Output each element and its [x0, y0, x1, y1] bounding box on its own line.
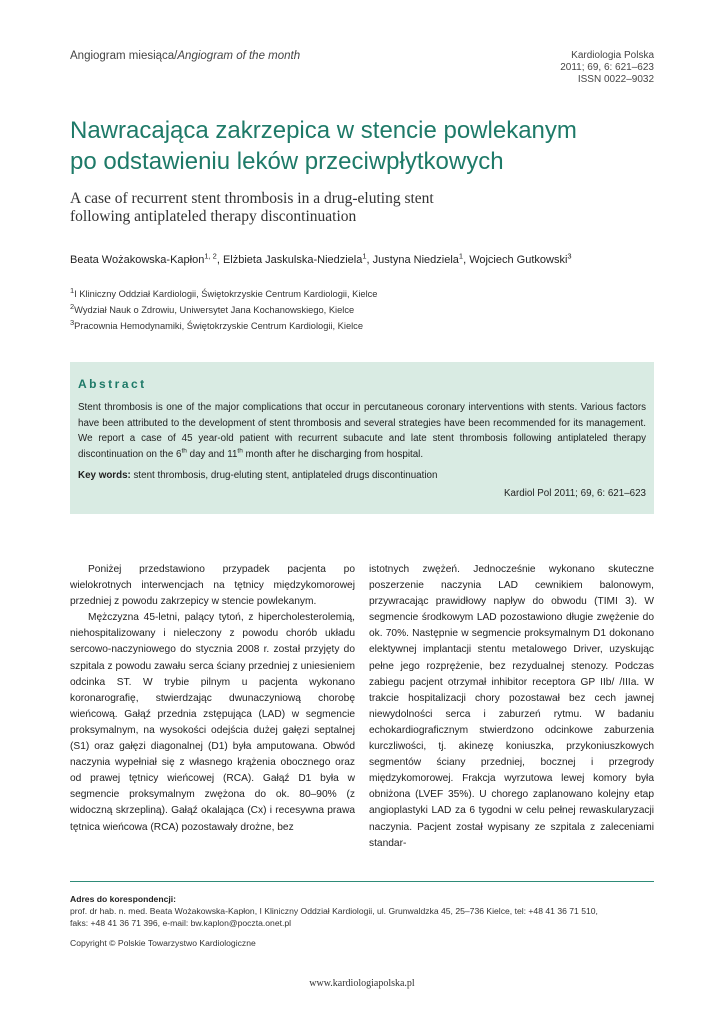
journal-issn: ISSN 0022–9032	[577, 74, 654, 85]
affiliation-text: Wydział Nauk o Zdrowiu, Uniwersytet Jana Kochanowskiego, Kielce	[74, 305, 355, 315]
subtitle-line-1: A case of recurrent stent thrombosis in a drug-eluting stent	[70, 190, 434, 207]
body-paragraph: Mężczyzna 45-letni, palący tytoń, z hipercholesterolemią, niehospitalizowany i nieleczony z powodu chorób układu sercowo-naczyniowego do stycznia 2008 r. został przyjęty do szpitala z powodu zawału serca ściany przedniej z uniesieniem odcinka ST. W trybie pilnym u pacjenta wykonano koronarografię, stwierdzając dwunaczyniową chorobę wieńcową. Gałąź przednia zstępująca (LAD) w segmencie proksymalnym, na wysokości odejścia dużej gałęzi septalnej (S1) oraz gałęzi diagonalnej (D1) była amputowana. Obwód naczynia wypełniał się z własnego krążenia obocznego oraz od prawej tętnicy wieńcowej (RCA). Gałąź D1 była w segmencie proksymalnym zwężona do ok. 80–90% (z widoczną skrzepliną). Gałąź okalająca (Cx) i recesywna prawa tętnica wieńcowa (RCA) pozostawały drożne, bez	[70, 612, 355, 833]
abstract-text-c: month after he discharging from hospital.	[242, 448, 424, 460]
affiliation	[70, 285, 378, 299]
subtitle-line-2: following antiplateled therapy discontinuation	[70, 208, 357, 225]
author-name: Beata Wożakowska-Kapłon	[70, 254, 205, 266]
title-line-1: Nawracająca zakrzepica w stencie powlekanym	[70, 117, 577, 144]
journal-name: Kardiologia Polska	[571, 50, 654, 61]
article-subtitle	[70, 190, 670, 226]
keywords-label: Key words:	[78, 470, 131, 481]
keywords	[78, 470, 437, 481]
author-name: Wojciech Gutkowski	[469, 254, 568, 266]
website-link[interactable]: www.kardiologiapolska.pl	[309, 978, 415, 989]
affiliation	[70, 301, 355, 315]
section-label-pl: Angiogram miesiąca/	[70, 50, 178, 62]
body-column-right	[369, 562, 654, 852]
abstract-text-a: Stent thrombosis is one of the major complications that occur in percutaneous coronary interventions with stents. Various factors have been attributed to the development of stent thrombosis and several strategies have been recommended for its management. We report a case of 45 year-old patient with recurrent subacute and late stent thrombosis following antiplateled therapy discontinuation on the 6	[78, 402, 646, 460]
author-name: Elżbieta Jaskulska-Niedziela	[222, 254, 363, 266]
affiliation-sup: 3	[70, 317, 75, 327]
body-paragraph: istotnych zwężeń. Jednocześnie wykonano skuteczne poszerzenie naczynia LAD cewnikiem balonowym, przywracając prawidłowy napływ do obwodu (TIMI 3). W segmencie środkowym LAD pozostawiono długie zwężenie do ok. 70%. Następnie w segmencie proksymalnym D1 dokonano elektywnej implantacji stentu metalowego Driver, uzyskując pełne jego rozprężenie, bez rezydualnej stenozy. Podczas zabiegu pacjent otrzymał inhibitor receptora GP IIb/ /IIIa. W trakcie hospitalizacji chory pozostawał bez cech jawnej niewydolności serca i zaburzeń rytmu. W badaniu echokardiograficznym stwierdzono odcinkowe zaburzenia kurczliwości, tj. akinezę koniuszka, przykoniuszkowych segmentów ściany przedniej, bocznej i przegrody międzykomorowej. Frakcja wyrzutowa lewej komory była obniżona (LVEF 35%). U chorego zaplanowano kolejny etap angioplastyki LAD za 6 tygodni w celu pełnej rewaskularyzacji naczynia. Pacjent został wypisany ze szpitala z zaleceniami standar-	[369, 564, 654, 849]
correspondence-line-2: faks: +48 41 36 71 396, e-mail: bw.kaplon@poczta.onet.pl	[70, 918, 292, 928]
section-label-en: Angiogram of the month	[177, 50, 301, 62]
journal-volume: 2011; 69, 6: 621–623	[560, 62, 654, 73]
author-name: Justyna Niedziela	[372, 254, 459, 266]
affiliation-sup: 1	[70, 285, 75, 295]
body-paragraph: Poniżej przedstawiono przypadek pacjenta po wielokrotnych interwencjach na tętnicy międzykomorowej przedniej z powodu zakrzepicy w stencie powlekanym.	[70, 564, 355, 608]
journal-info	[560, 50, 654, 86]
body-column-left	[70, 562, 355, 836]
citation: Kardiol Pol 2011; 69, 6: 621–623	[504, 488, 646, 499]
abstract-sup-a: th	[181, 447, 187, 455]
abstract-heading: Abstract	[78, 377, 147, 391]
abstract-sup-b: th	[237, 447, 243, 455]
keywords-text: stent thrombosis, drug-eluting stent, antiplateled drugs discontinuation	[130, 470, 438, 481]
author-sup: 3	[567, 251, 572, 261]
correspondence-line-1: prof. dr hab. n. med. Beata Wożakowska-Kapłon, I Kliniczny Oddział Kardiologii, ul. Grunwaldzka 45, 25–736 Kielce, tel: +48 41 36 71 510,	[70, 906, 598, 916]
author-sup: 1, 2	[204, 251, 217, 261]
abstract-box	[70, 362, 654, 514]
correspondence	[70, 893, 660, 949]
affiliation-text: I Kliniczny Oddział Kardiologii, Świętokrzyskie Centrum Kardiologii, Kielce	[74, 289, 378, 299]
title-line-2: po odstawieniu leków przeciwpłytkowych	[70, 148, 504, 175]
affiliation-text: Pracownia Hemodynamiki, Świętokrzyskie Centrum Kardiologii, Kielce	[74, 321, 364, 331]
author-sup: 1	[458, 251, 464, 261]
author-list: Beata Wożakowska-Kapłon$^{1, 2}$, Elżbieta Jaskulska-Niedziela$^1$, Justyna Niedziela$^1$, Wojciech Gutkowski$^3$	[70, 251, 572, 266]
section-label	[70, 50, 300, 62]
abstract-text-b: day and 11	[186, 448, 238, 460]
copyright: Copyright © Polskie Towarzystwo Kardiologiczne	[70, 938, 256, 948]
affiliation-sup: 2	[70, 301, 75, 311]
affiliation	[70, 317, 364, 331]
author-sup: 1	[362, 251, 367, 261]
article-title	[70, 115, 670, 177]
footer-divider	[70, 881, 654, 882]
abstract-text	[78, 400, 646, 462]
correspondence-label: Adres do korespondencji:	[70, 894, 177, 904]
